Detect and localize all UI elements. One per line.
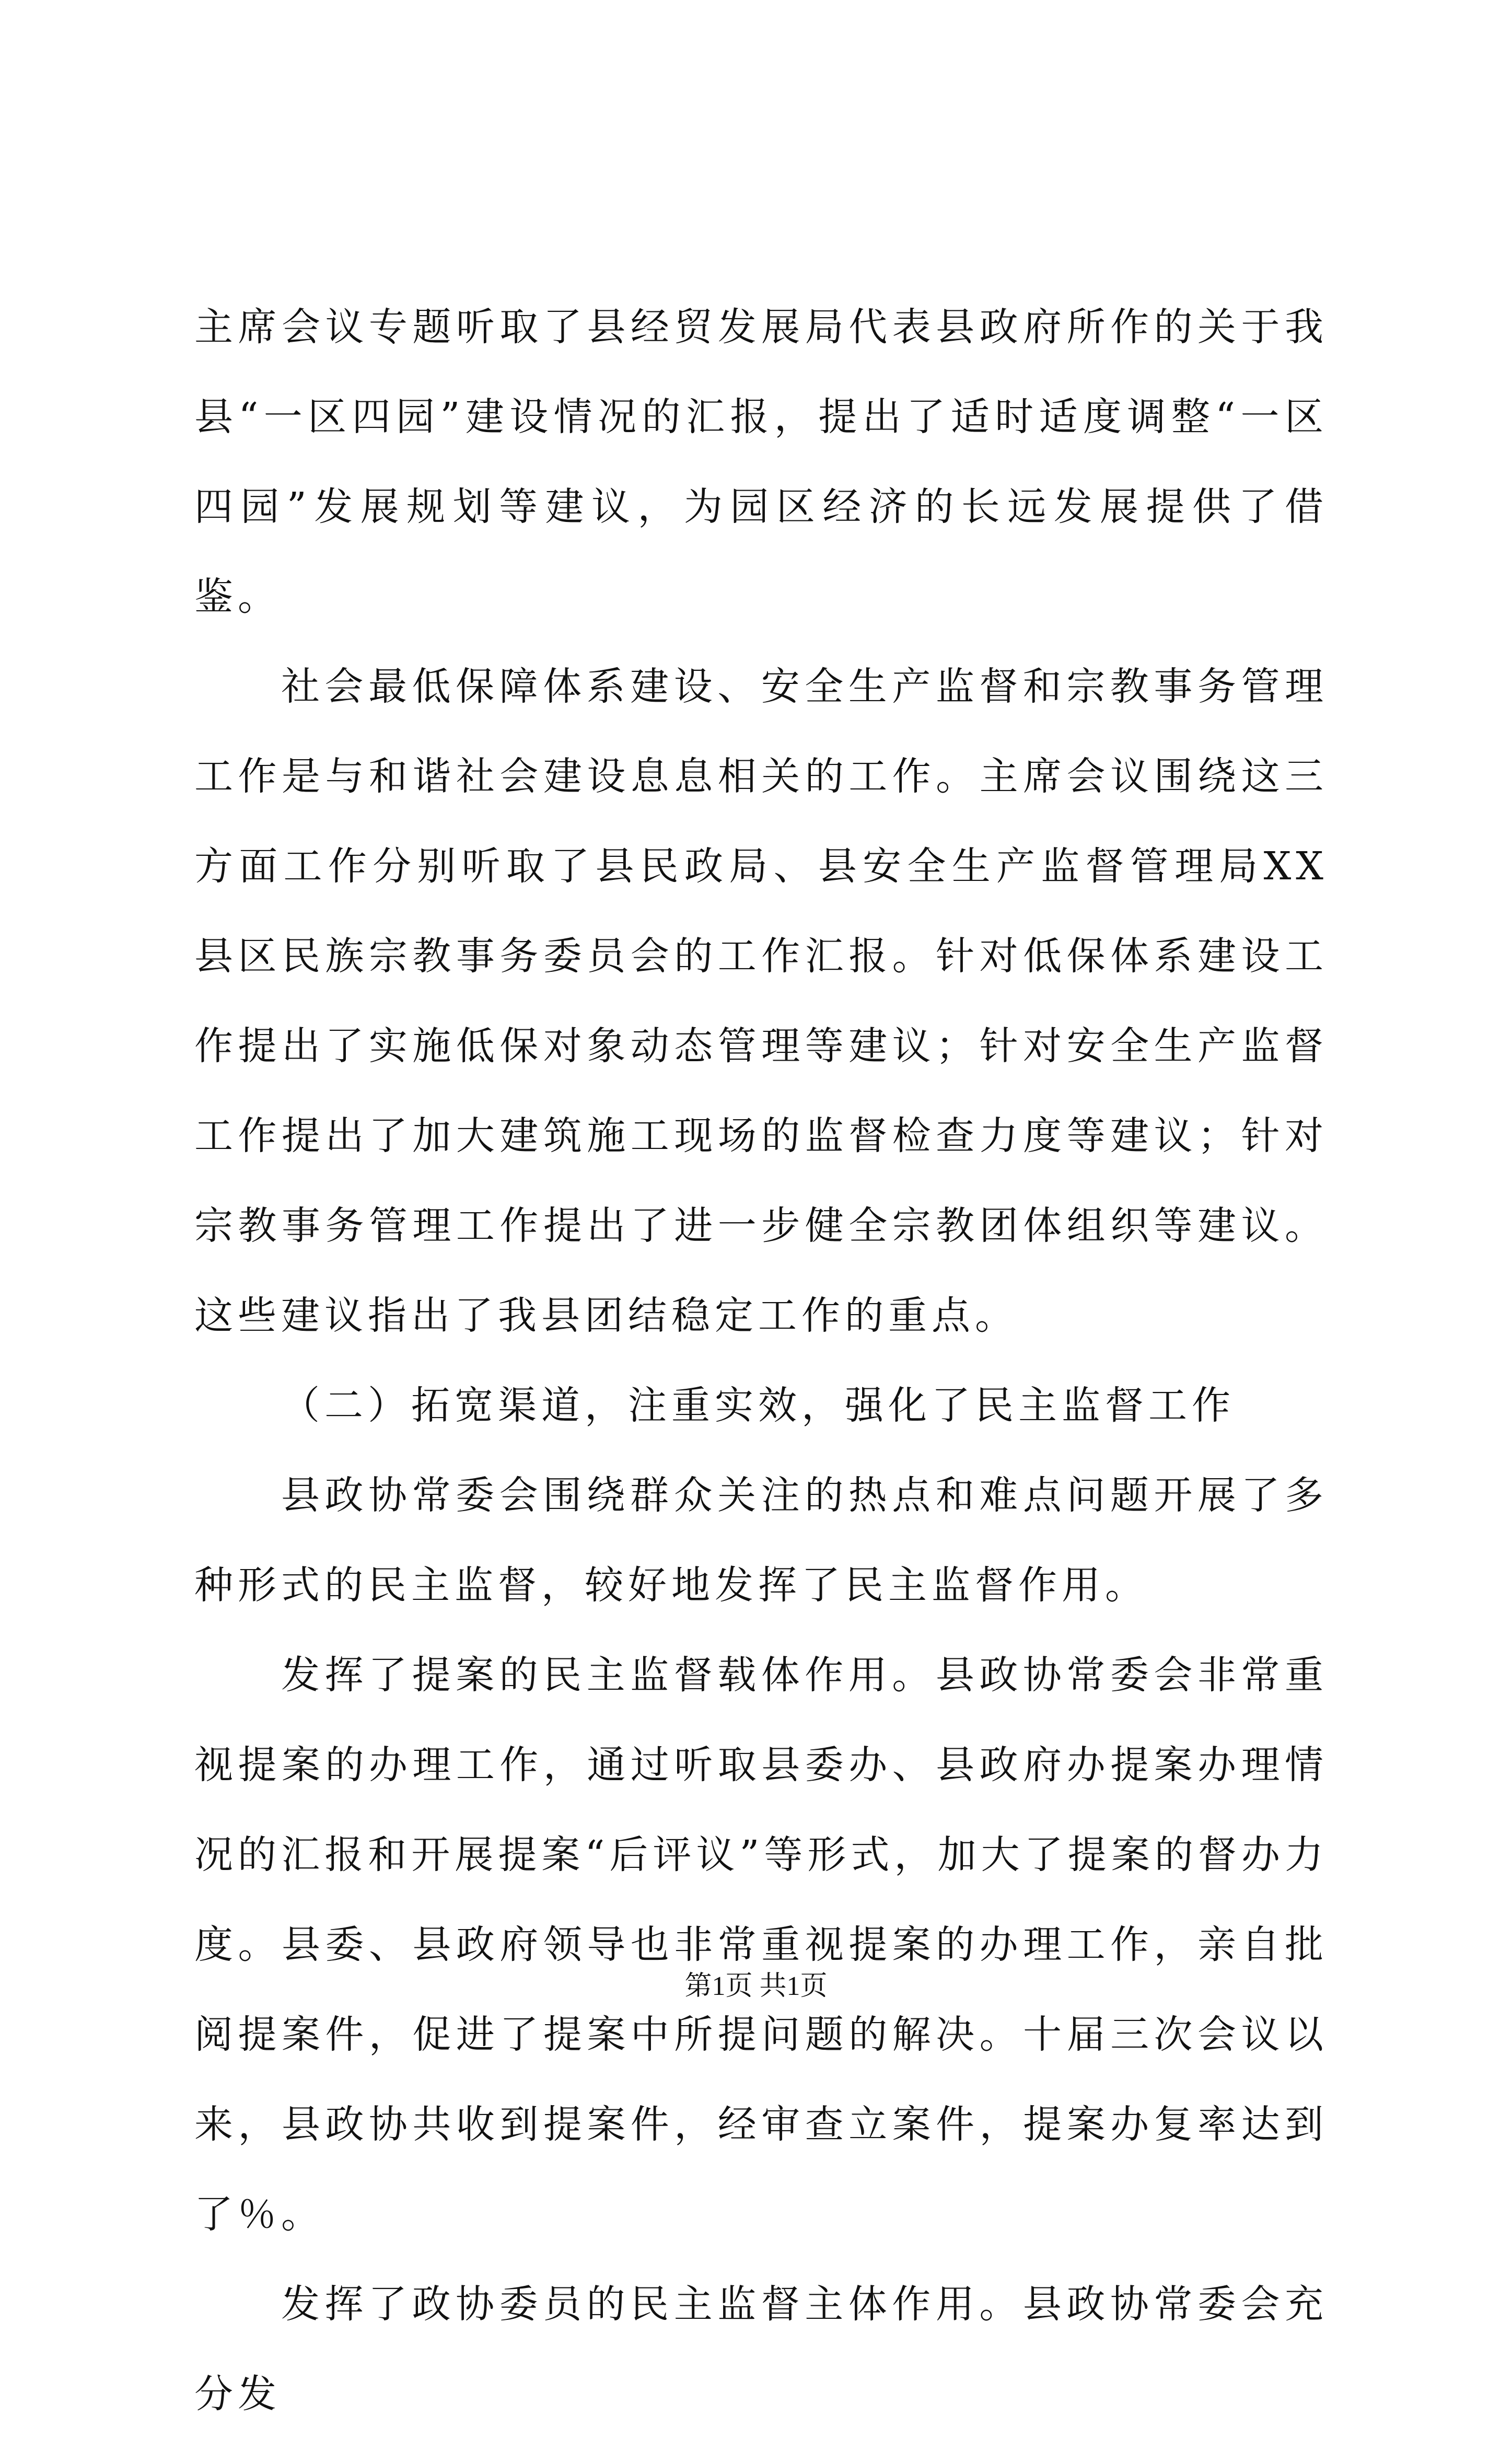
paragraph-park-report: 主席会议专题听取了县经贸发展局代表县政府所作的关于我县“一区四园”建设情况的汇报，提出了适时适度调整“一区四园”发展规划等建议，为园区经济的长远发展提供了借鉴。: [194, 305, 1328, 619]
paragraph-social-security: 社会最低保障体系建设、安全生产监督和宗教事务管理工作是与和谐社会建设息息相关的工作。主席会议围绕这三方面工作分别听取了县民政局、县安全生产监督管理局XX县区民族宗教事务委员会的工作汇报。针对低保体系建设工作提出了实施低保对象动态管理等建议；针对安全生产监督工作提出了加大建筑施工现场的监督检查力度等建议；针对宗教事务管理工作提出了进一步健全宗教团体组织等建议。这些建议指出了我县团结稳定工作的重点。: [194, 664, 1328, 1338]
section-heading-democratic-supervision: （二）拓宽渠道，注重实效，强化了民主监督工作: [281, 1383, 1235, 1428]
paragraph-proposal-supervision: 发挥了提案的民主监督载体作用。县政协常委会非常重视提案的办理工作，通过听取县委办、县政府办提案办理情况的汇报和开展提案“后评议”等形式，加大了提案的督办力度。县委、县政府领导也非常重视提案的办理工作，亲自批阅提案件，促进了提案中所提问题的解决。十届三次会议以来，县政协共收到提案件，经审查立案件，提案办复率达到了％。: [194, 1653, 1328, 2237]
page-number-footer: 第1页 共1页: [684, 1971, 828, 2001]
paragraph-supervision-intro: 县政协常委会围绕群众关注的热点和难点问题开展了多种形式的民主监督，较好地发挥了民主监督作用。: [194, 1473, 1328, 1608]
document-body: [194, 282, 1328, 2439]
paragraph-member-supervision: 发挥了政协委员的民主监督主体作用。县政协常委会充分发: [194, 2282, 1328, 2417]
